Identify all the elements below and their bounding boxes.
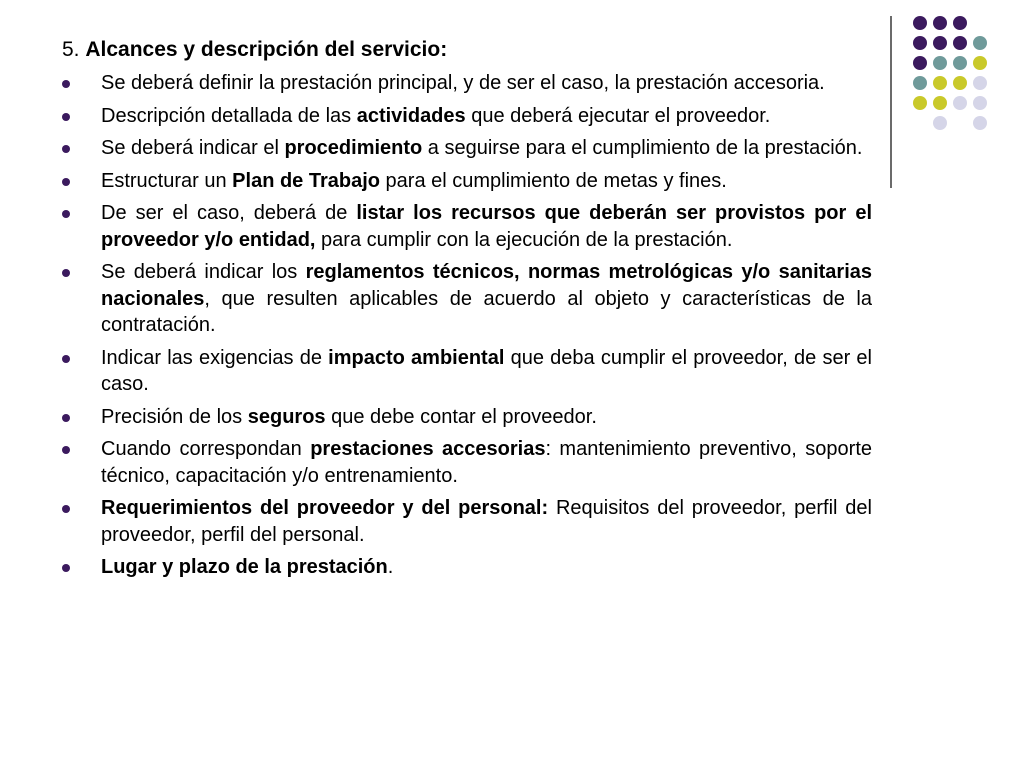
bullet-dot-icon	[62, 564, 70, 572]
slide-title	[62, 37, 447, 63]
bullet-list	[62, 70, 872, 587]
bullet-text-segment: a seguirse para el cumplimiento de la prestación.	[422, 137, 863, 159]
bullet-text-segment: Precisión de los	[101, 405, 248, 428]
bullet-text	[101, 202, 872, 251]
decorative-divider	[890, 16, 892, 188]
bullet-text-bold: seguros	[247, 405, 326, 428]
decorative-dot	[953, 76, 967, 90]
bullet-text-segment: Requisitos del proveedor, perfil del proveedor, perfil del personal.	[101, 497, 872, 546]
bullet-text	[101, 347, 872, 396]
bullet-dot-icon	[62, 414, 70, 422]
bullet-text-segment: Indicar las exigencias de	[101, 346, 329, 369]
decorative-dot	[973, 116, 987, 130]
bullet-text-bold: impacto ambiental	[328, 346, 505, 369]
bullet-text-segment: De ser el caso, deberá de	[101, 202, 357, 224]
bullet-text-bold: Lugar y plazo de la prestación	[101, 556, 388, 578]
decorative-dot	[973, 96, 987, 110]
bullet-item	[62, 404, 872, 431]
bullet-item	[62, 495, 872, 548]
bullet-text-bold: procedimiento	[284, 137, 423, 159]
bullet-text	[101, 497, 872, 546]
bullet-text-segment: que debe contar el proveedor.	[325, 405, 597, 428]
bullet-item	[62, 345, 872, 398]
bullet-item	[62, 103, 872, 130]
bullet-item	[62, 168, 872, 195]
decorative-dot	[973, 56, 987, 70]
bullet-dot-icon	[62, 145, 70, 153]
bullet-text	[101, 105, 770, 127]
bullet-item	[62, 200, 872, 253]
bullet-text-segment: Descripción detallada de las	[101, 104, 357, 127]
bullet-dot-icon	[62, 269, 70, 277]
bullet-text-bold: Requerimientos del proveedor y del personal:	[101, 497, 549, 519]
bullet-dot-icon	[62, 80, 70, 88]
bullet-text	[101, 72, 825, 94]
bullet-text-segment: Estructurar un	[101, 169, 233, 192]
bullet-dot-icon	[62, 210, 70, 218]
bullet-dot-icon	[62, 355, 70, 363]
decorative-dot	[933, 96, 947, 110]
bullet-text-bold: reglamentos técnicos, normas metrológicas y/o sanitarias nacionales	[101, 261, 873, 310]
bullet-text-segment: Se deberá definir la prestación principal, y de ser el caso, la prestación accesoria.	[101, 72, 825, 94]
bullet-item	[62, 554, 872, 581]
bullet-text-segment: , que resulten aplicables de acuerdo al objeto y características de la contratación.	[101, 287, 872, 336]
decorative-dot	[953, 96, 967, 110]
bullet-item	[62, 135, 872, 162]
bullet-item	[62, 259, 872, 339]
bullet-text-segment: Se deberá indicar los	[101, 261, 306, 283]
decorative-dot	[953, 16, 967, 30]
title-number: 5.	[62, 38, 86, 61]
bullet-text-bold: Plan de Trabajo	[232, 169, 380, 192]
bullet-dot-icon	[62, 113, 70, 121]
bullet-text-bold: actividades	[356, 104, 466, 127]
decorative-dot	[933, 56, 947, 70]
bullet-text	[101, 261, 872, 336]
bullet-dot-icon	[62, 178, 70, 186]
decorative-dot	[953, 56, 967, 70]
bullet-text	[101, 170, 727, 192]
decorative-dot	[913, 96, 927, 110]
bullet-text-segment: Se deberá indicar el	[101, 137, 285, 159]
bullet-text	[101, 406, 597, 428]
bullet-text-segment: para cumplir con la ejecución de la prestación.	[315, 228, 733, 251]
bullet-dot-icon	[62, 505, 70, 513]
bullet-dot-icon	[62, 446, 70, 454]
decorative-dot	[913, 16, 927, 30]
bullet-text-bold: listar los recursos que deberán ser provistos por el proveedor y/o entidad,	[101, 202, 872, 251]
decorative-dot	[953, 36, 967, 50]
bullet-text	[101, 137, 862, 159]
bullet-text	[101, 556, 393, 578]
bullet-text-segment: que deba cumplir el proveedor, de ser el caso.	[101, 346, 872, 395]
bullet-text	[101, 438, 872, 487]
bullet-text-segment: : mantenimiento preventivo, soporte técnico, capacitación y/o entrenamiento.	[101, 438, 872, 487]
bullet-text-bold: prestaciones accesorias	[310, 438, 546, 460]
decorative-dot	[913, 56, 927, 70]
bullet-text-segment: para el cumplimiento de metas y fines.	[380, 169, 727, 192]
decorative-dot	[933, 16, 947, 30]
title-text: Alcances y descripción del servicio:	[85, 38, 448, 61]
bullet-item	[62, 436, 872, 489]
decorative-dot	[933, 36, 947, 50]
decorative-dot	[933, 76, 947, 90]
decorative-dot	[913, 36, 927, 50]
bullet-text-segment: .	[387, 556, 394, 578]
bullet-text-segment: que deberá ejecutar el proveedor.	[465, 104, 771, 127]
bullet-text-segment: Cuando correspondan	[101, 438, 311, 460]
decorative-dot	[933, 116, 947, 130]
decorative-dot	[973, 36, 987, 50]
bullet-item	[62, 70, 872, 97]
decorative-dot	[913, 76, 927, 90]
decorative-dot	[973, 76, 987, 90]
